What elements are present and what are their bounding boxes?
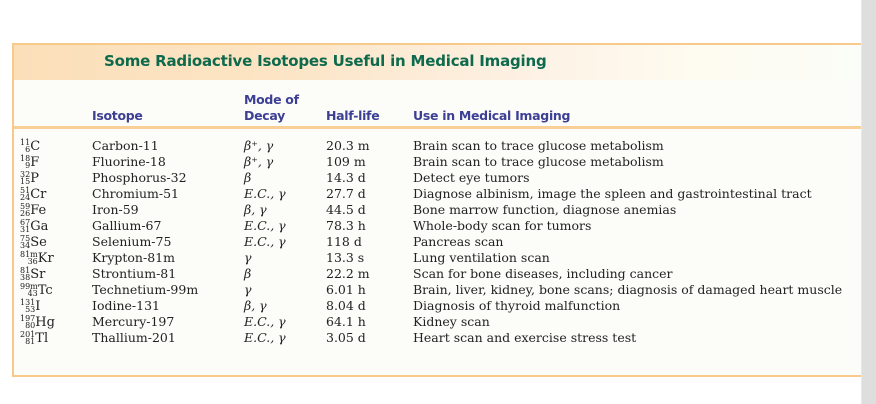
decay-mode: β⁺, γ bbox=[244, 154, 274, 169]
nuclide-symbol bbox=[20, 202, 46, 219]
nuclide-symbol bbox=[20, 138, 40, 155]
medical-use: Kidney scan bbox=[413, 314, 490, 329]
half-life: 27.7 d bbox=[326, 186, 366, 201]
element-symbol: Tc bbox=[37, 283, 53, 298]
isotope-name: Krypton-81m bbox=[92, 250, 175, 265]
mass-number: 99m bbox=[20, 282, 38, 291]
header-half-life: Half-life bbox=[326, 108, 380, 123]
header-isotope: Isotope bbox=[92, 108, 143, 123]
mass-number: 131 bbox=[20, 298, 36, 307]
table-row bbox=[14, 282, 862, 298]
nuclide-symbol bbox=[20, 218, 48, 235]
table-row bbox=[14, 154, 862, 170]
atomic-number: 9 bbox=[25, 161, 31, 170]
element-symbol: Cr bbox=[30, 187, 47, 202]
atomic-number: 34 bbox=[20, 241, 31, 250]
isotope-name: Selenium-75 bbox=[92, 234, 172, 249]
decay-mode: E.C., γ bbox=[244, 314, 286, 329]
isotope-name: Phosphorus-32 bbox=[92, 170, 187, 185]
mass-number: 59 bbox=[20, 202, 31, 211]
medical-use: Whole-body scan for tumors bbox=[413, 218, 592, 233]
decay-mode: β, γ bbox=[244, 202, 267, 217]
medical-use: Scan for bone diseases, including cancer bbox=[413, 266, 673, 281]
isotope-name: Fluorine-18 bbox=[92, 154, 166, 169]
half-life: 44.5 d bbox=[326, 202, 366, 217]
half-life: 109 m bbox=[326, 154, 366, 169]
mass-number: 81 bbox=[20, 266, 31, 275]
atomic-number: 80 bbox=[25, 321, 36, 330]
mass-number: 11 bbox=[20, 138, 31, 147]
isotope-name: Mercury-197 bbox=[92, 314, 175, 329]
table-row bbox=[14, 234, 862, 250]
mass-number: 75 bbox=[20, 234, 31, 243]
nuclide-symbol bbox=[20, 266, 45, 283]
nuclide-symbol bbox=[20, 330, 48, 347]
element-symbol: C bbox=[30, 139, 41, 154]
table-title-band bbox=[14, 45, 862, 80]
medical-use: Diagnose albinism, image the spleen and gastrointestinal tract bbox=[413, 186, 812, 201]
isotope-name: Carbon-11 bbox=[92, 138, 159, 153]
half-life: 13.3 s bbox=[326, 250, 365, 265]
nuclide-symbol bbox=[20, 282, 53, 299]
mass-number: 81m bbox=[20, 250, 38, 259]
isotope-name: Gallium-67 bbox=[92, 218, 162, 233]
isotope-name: Chromium-51 bbox=[92, 186, 179, 201]
atomic-number: 15 bbox=[20, 177, 31, 186]
half-life: 22.2 m bbox=[326, 266, 370, 281]
decay-mode: β, γ bbox=[244, 298, 267, 313]
table-row bbox=[14, 314, 862, 330]
nuclide-symbol bbox=[20, 298, 40, 315]
nuclide-symbol bbox=[20, 314, 55, 331]
isotope-name: Thallium-201 bbox=[92, 330, 176, 345]
mass-number: 18 bbox=[20, 154, 31, 163]
half-life: 8.04 d bbox=[326, 298, 366, 313]
atomic-number: 43 bbox=[27, 289, 38, 298]
half-life: 6.01 h bbox=[326, 282, 366, 297]
decay-mode: E.C., γ bbox=[244, 234, 286, 249]
isotope-table bbox=[12, 43, 862, 377]
table-row bbox=[14, 250, 862, 266]
atomic-number: 26 bbox=[20, 209, 31, 218]
isotope-name: Iron-59 bbox=[92, 202, 139, 217]
element-symbol: F bbox=[30, 155, 40, 170]
table-row bbox=[14, 186, 862, 202]
header-mode-line1: Mode of bbox=[244, 92, 299, 107]
atomic-number: 6 bbox=[25, 145, 31, 154]
isotope-name: Strontium-81 bbox=[92, 266, 177, 281]
medical-use: Detect eye tumors bbox=[413, 170, 530, 185]
medical-use: Brain scan to trace glucose metabolism bbox=[413, 138, 664, 153]
mass-number: 197 bbox=[20, 314, 36, 323]
medical-use: Pancreas scan bbox=[413, 234, 504, 249]
decay-mode: E.C., γ bbox=[244, 218, 286, 233]
atomic-number: 36 bbox=[27, 257, 38, 266]
element-symbol: P bbox=[30, 171, 39, 186]
element-symbol: Se bbox=[30, 235, 47, 250]
element-symbol: Ga bbox=[30, 219, 49, 234]
decay-mode: β bbox=[244, 170, 252, 185]
element-symbol: Kr bbox=[37, 251, 54, 266]
nuclide-symbol bbox=[20, 250, 54, 267]
isotope-name: Technetium-99m bbox=[92, 282, 199, 297]
table-row bbox=[14, 218, 862, 234]
decay-mode: γ bbox=[244, 282, 252, 297]
table-row bbox=[14, 266, 862, 282]
medical-use: Lung ventilation scan bbox=[413, 250, 550, 265]
half-life: 3.05 d bbox=[326, 330, 366, 345]
half-life: 118 d bbox=[326, 234, 362, 249]
atomic-number: 38 bbox=[20, 273, 31, 282]
header-mode-line2: Decay bbox=[244, 108, 285, 123]
half-life: 78.3 h bbox=[326, 218, 366, 233]
mass-number: 201 bbox=[20, 330, 36, 339]
decay-mode: E.C., γ bbox=[244, 186, 286, 201]
nuclide-symbol bbox=[20, 186, 46, 203]
table-header bbox=[14, 80, 862, 129]
medical-use: Heart scan and exercise stress test bbox=[413, 330, 637, 345]
half-life: 14.3 d bbox=[326, 170, 366, 185]
nuclide-symbol bbox=[20, 170, 39, 187]
element-symbol: I bbox=[35, 299, 41, 314]
isotope-name: Iodine-131 bbox=[92, 298, 160, 313]
decay-mode: β bbox=[244, 266, 252, 281]
table-row bbox=[14, 138, 862, 154]
atomic-number: 81 bbox=[25, 337, 36, 346]
element-symbol: Hg bbox=[35, 315, 55, 330]
medical-use: Brain scan to trace glucose metabolism bbox=[413, 154, 664, 169]
decay-mode: γ bbox=[244, 250, 252, 265]
mass-number: 67 bbox=[20, 218, 31, 227]
table-body bbox=[14, 138, 862, 346]
table-row bbox=[14, 170, 862, 186]
header-use: Use in Medical Imaging bbox=[413, 108, 571, 123]
element-symbol: Sr bbox=[30, 267, 46, 282]
mass-number: 32 bbox=[20, 170, 31, 179]
medical-use: Bone marrow function, diagnose anemias bbox=[413, 202, 677, 217]
table-row bbox=[14, 202, 862, 218]
element-symbol: Tl bbox=[35, 331, 49, 346]
half-life: 64.1 h bbox=[326, 314, 366, 329]
nuclide-symbol bbox=[20, 234, 47, 251]
atomic-number: 31 bbox=[20, 225, 31, 234]
half-life: 20.3 m bbox=[326, 138, 370, 153]
medical-use: Diagnosis of thyroid malfunction bbox=[413, 298, 621, 313]
table-title: Some Radioactive Isotopes Useful in Medical Imaging bbox=[104, 52, 547, 70]
decay-mode: β⁺, γ bbox=[244, 138, 274, 153]
atomic-number: 53 bbox=[25, 305, 36, 314]
table-row bbox=[14, 330, 862, 346]
element-symbol: Fe bbox=[30, 203, 47, 218]
table-row bbox=[14, 298, 862, 314]
medical-use: Brain, liver, kidney, bone scans; diagnosis of damaged heart muscle bbox=[413, 282, 843, 297]
atomic-number: 24 bbox=[20, 193, 31, 202]
nuclide-symbol bbox=[20, 154, 39, 171]
decay-mode: E.C., γ bbox=[244, 330, 286, 345]
vertical-scrollbar[interactable] bbox=[861, 0, 876, 404]
mass-number: 51 bbox=[20, 186, 31, 195]
